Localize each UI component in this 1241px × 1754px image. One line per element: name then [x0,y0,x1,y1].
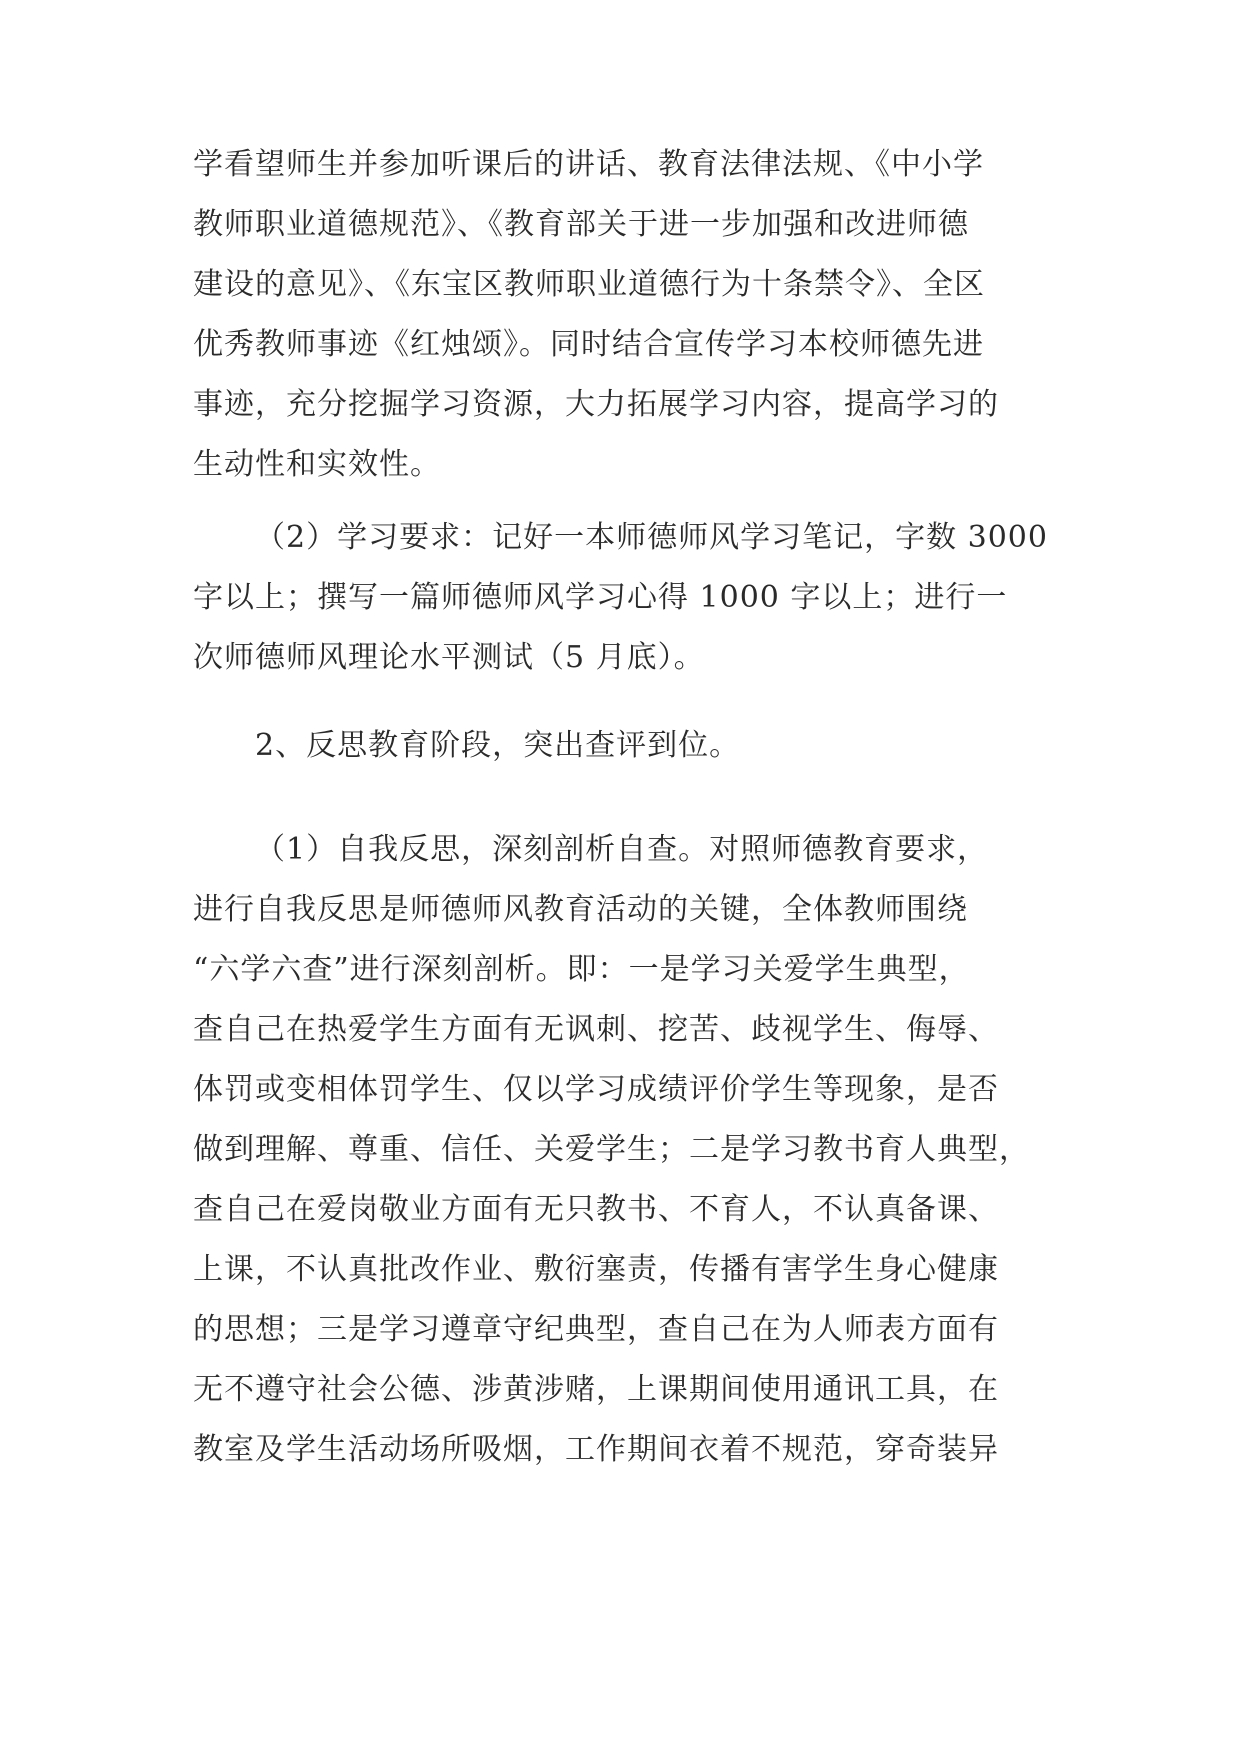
paragraph-study-requirements [193,508,1053,688]
text-line: 查自己在爱岗敬业方面有无只教书、不育人，不认真备课、 [193,1192,999,1227]
text-line: 次师德师风理论水平测试（5 月底）。 [193,640,705,675]
paragraph-self-reflection [193,820,1053,1480]
text-line: 2、反思教育阶段，突出查评到位。 [255,728,741,763]
text-line: （2）学习要求：记好一本师德师风学习笔记，字数 3000 [255,520,1048,555]
text-line: 无不遵守社会公德、涉黄涉赌，上课期间使用通讯工具，在 [193,1372,999,1407]
text-line: 做到理解、尊重、信任、关爱学生；二是学习教书育人典型， [193,1132,1030,1167]
text-line: 字以上；撰写一篇师德师风学习心得 1000 字以上；进行一 [193,580,1008,615]
text-line: 查自己在热爱学生方面有无讽刺、挖苦、歧视学生、侮辱、 [193,1012,999,1047]
paragraph-study-content [193,135,1053,495]
text-line: 的思想；三是学习遵章守纪典型，查自己在为人师表方面有 [193,1312,999,1347]
text-line: 事迹，充分挖掘学习资源，大力拓展学习内容，提高学习的 [193,387,999,422]
section-heading-reflection [193,716,1053,776]
text-line: “六学六查”进行深刻剖析。即：一是学习关爱学生典型， [193,952,970,987]
text-line: 教师职业道德规范》、《教育部关于进一步加强和改进师德 [193,207,969,242]
text-line: 上课，不认真批改作业、敷衍塞责，传播有害学生身心健康 [193,1252,999,1287]
text-line: （1）自我反思，深刻剖析自查。对照师德教育要求， [255,832,989,867]
text-line: 生动性和实效性。 [193,447,441,482]
text-line: 优秀教师事迹《红烛颂》。同时结合宣传学习本校师德先进 [193,327,984,362]
text-line: 学看望师生并参加听课后的讲话、教育法律法规、《中小学 [193,147,984,182]
text-line: 建设的意见》、《东宝区教师职业道德行为十条禁令》、全区 [193,267,985,302]
text-line: 进行自我反思是师德师风教育活动的关键，全体教师围绕 [193,892,968,927]
text-line: 体罚或变相体罚学生、仅以学习成绩评价学生等现象，是否 [193,1072,999,1107]
text-line: 教室及学生活动场所吸烟，工作期间衣着不规范，穿奇装异 [193,1432,999,1467]
